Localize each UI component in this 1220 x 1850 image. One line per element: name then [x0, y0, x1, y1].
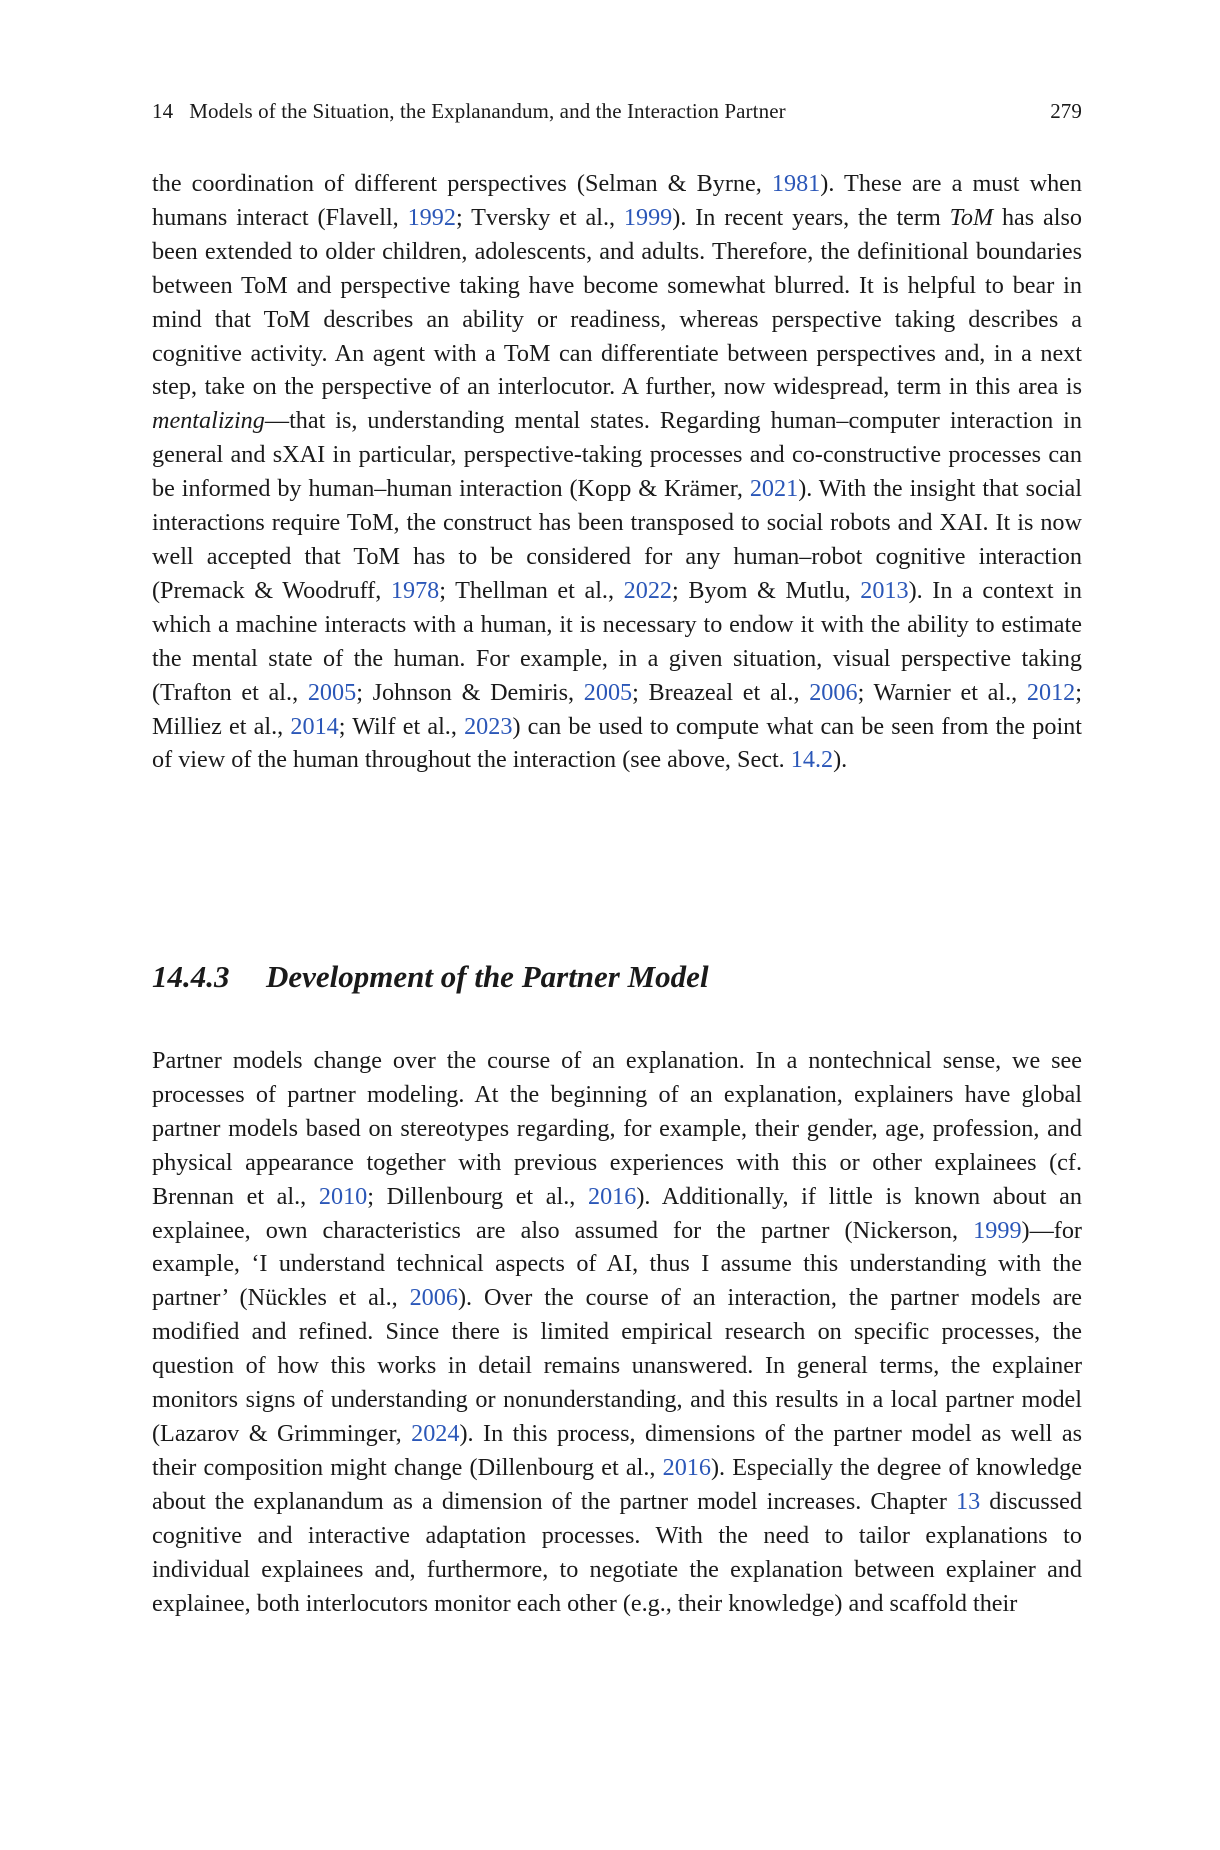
chapter-title: Models of the Situation, the Explanandum, and the Interaction Partner: [189, 99, 786, 123]
citation-link[interactable]: 2014: [290, 712, 339, 740]
citation-link[interactable]: 2010: [318, 1182, 368, 1210]
text-run: )—for example, ‘I understand technical aspects of AI, thus I assume this understanding with the partner’ (Nückles et al.,: [152, 1216, 1082, 1312]
citation-link[interactable]: 2024: [411, 1419, 460, 1447]
text-run: ).: [833, 746, 848, 774]
text-run: ). In a context in which a machine interacts with a human, it is necessary to endow it with the ability to estimate the mental state of the human. For example, in a given situation, visual perspective taking (Trafton et al.,: [152, 576, 1082, 706]
citation-link[interactable]: 1981: [771, 170, 821, 197]
text-run: ). These are a must when humans interact (Flavell,: [152, 170, 1082, 231]
text-run: ; Milliez et al.,: [152, 678, 1082, 740]
citation-link[interactable]: 2012: [1026, 678, 1076, 706]
text-run: ) can be used to compute what can be seen from the point of view of the human throughout the interaction (see above, Sect.: [152, 712, 1082, 774]
citation-link[interactable]: 1978: [390, 576, 440, 604]
citation-link[interactable]: 1999: [973, 1216, 1022, 1244]
text-run: has also been extended to older children, adolescents, and adults. Therefore, the definitional boundaries between ToM and perspective taking have become somewhat blurred. It is helpful to bear in mind that ToM describes an ability or readiness, whereas perspective taking describes a cognitive activity. An agent with a ToM can differentiate between perspectives and, in a next step, take on the perspective of an interlocutor. A further, now widespread, term in this area is: [152, 203, 1083, 401]
citation-link[interactable]: 2023: [464, 712, 513, 740]
text-run: ; Byom & Mutlu,: [672, 576, 861, 604]
paragraph-partner-model: [152, 1044, 1082, 1620]
citation-link[interactable]: 2016: [587, 1182, 637, 1210]
text-run: ; Tversky et al.,: [455, 203, 624, 231]
text-run: the coordination of different perspectives (Selman & Byrne,: [152, 170, 772, 197]
text-run: Partner models change over the course of an explanation. In a nontechnical sense, we see processes of partner modeling. At the beginning of an explanation, explainers have global partner models based on stereotypes regarding, for example, their gender, age, profession, and physical appearance together with previous experiences with this or other explainees (cf. Brennan et al.,: [152, 1047, 1082, 1210]
citation-link[interactable]: 2013: [860, 576, 909, 604]
chapter-number: 14: [152, 99, 174, 123]
citation-link[interactable]: 1992: [407, 203, 456, 231]
section-title: Development of the Partner Model: [266, 959, 709, 994]
citation-link[interactable]: 2005: [307, 678, 357, 706]
citation-link[interactable]: 2021: [749, 475, 799, 503]
text-run: ; Breazeal et al.,: [632, 678, 810, 706]
text-run: —that is, understanding mental states. Regarding human–computer interaction in general and sXAI in particular, perspective-taking processes and co-constructive processes can be informed by human–human interaction (Kopp & Krämer,: [152, 407, 1082, 503]
citation-link[interactable]: 2006: [409, 1284, 458, 1312]
text-run: ; Wilf et al.,: [338, 712, 465, 740]
text-run: ; Dillenbourg et al.,: [367, 1182, 588, 1210]
text-run: ; Thellman et al.,: [439, 576, 624, 604]
text-run: ; Warnier et al.,: [857, 678, 1027, 706]
paragraph-perspective-taking: [152, 167, 1082, 777]
running-head-left: [152, 98, 786, 124]
emphasis-mentalizing: mentalizing: [152, 407, 265, 435]
text-run: ). Especially the degree of knowledge about the explanandum as a dimension of the partner model increases. Chapter: [152, 1453, 1082, 1515]
citation-link[interactable]: 2006: [809, 678, 858, 706]
running-head: [152, 98, 1082, 124]
text-run: ). Additionally, if little is known about an explainee, own characteristics are also assumed for the partner (Nickerson,: [152, 1182, 1082, 1244]
citation-link[interactable]: 2022: [623, 576, 672, 604]
chapter-reference-link[interactable]: 13: [956, 1487, 981, 1515]
page-number: 279: [1050, 99, 1082, 123]
citation-link[interactable]: 2005: [583, 678, 633, 706]
section-number: 14.4.3: [152, 959, 230, 994]
text-run: ). Over the course of an interaction, the partner models are modified and refined. Since there is limited empirical research on specific processes, the question of how this works in detail remains unanswered. In general terms, the explainer monitors signs of understanding or nonunderstanding, and this results in a local partner model (Lazarov & Grimminger,: [152, 1284, 1082, 1447]
text-run: ; Johnson & Demiris,: [356, 678, 584, 706]
citation-link[interactable]: 2016: [662, 1453, 711, 1481]
text-run: ). In recent years, the term: [672, 203, 950, 231]
emphasis-tom: ToM: [949, 203, 994, 231]
text-run: discussed cognitive and interactive adaptation processes. With the need to tailor explanations to individual explainees and, furthermore, to negotiate the explanation between explainer and explainee, both interlocutors monitor each other (e.g., their knowledge) and scaffold their: [152, 1487, 1082, 1617]
section-heading: [152, 957, 1082, 997]
text-run: ). With the insight that social interactions require ToM, the construct has been transposed to social robots and XAI. It is now well accepted that ToM has to be considered for any human–robot cognitive interaction (Premack & Woodruff,: [152, 475, 1082, 604]
text-run: ). In this process, dimensions of the partner model as well as their composition might change (Dillenbourg et al.,: [152, 1419, 1082, 1481]
citation-link[interactable]: 1999: [623, 203, 673, 231]
section-reference-link[interactable]: 14.2: [790, 746, 834, 774]
